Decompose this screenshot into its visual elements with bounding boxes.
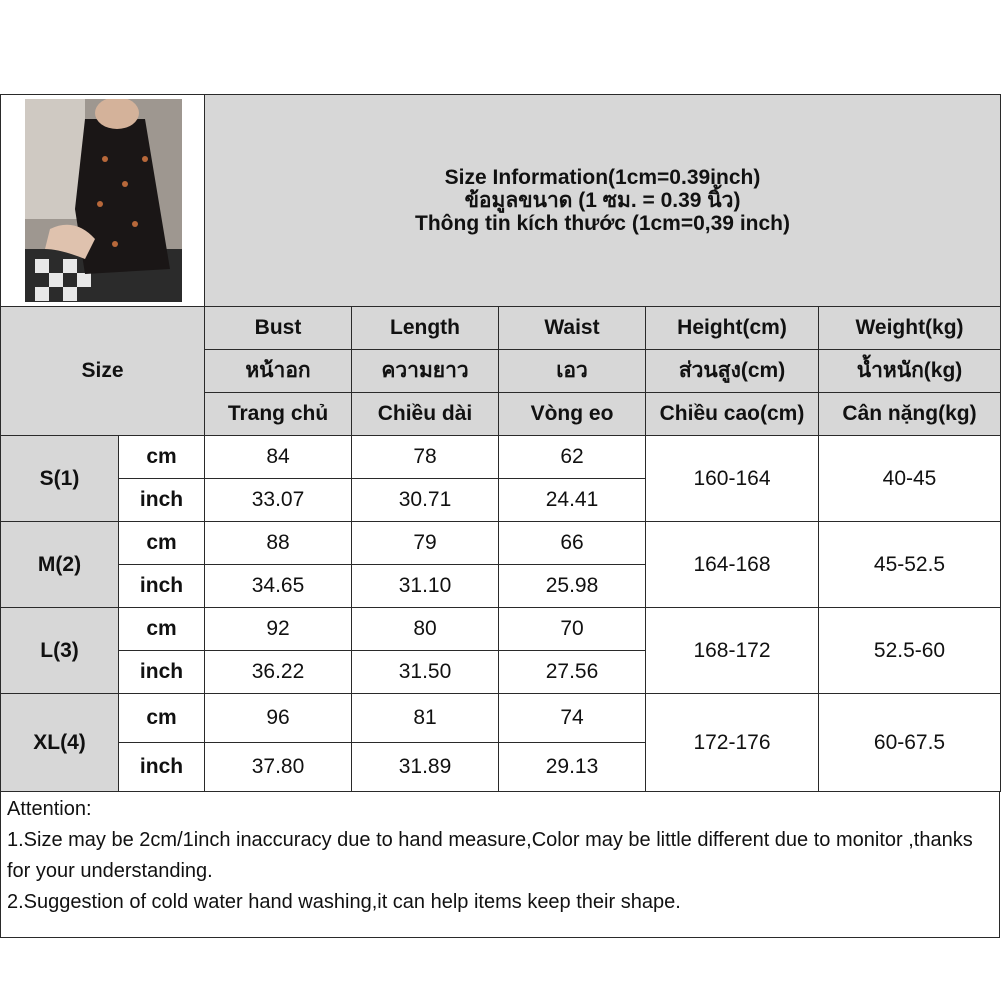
waist-header-th: เอว xyxy=(499,350,646,393)
length-inch-value: 31.10 xyxy=(352,565,499,608)
bust-inch-value: 37.80 xyxy=(205,743,352,792)
unit-label: inch xyxy=(119,565,205,608)
length-cm-value: 78 xyxy=(352,436,499,479)
bust-inch-value: 36.22 xyxy=(205,651,352,694)
height-header-vi: Chiều cao(cm) xyxy=(646,393,819,436)
height-header-th: ส่วนสูง(cm) xyxy=(646,350,819,393)
product-photo-cell xyxy=(1,95,205,307)
height-value: 168-172 xyxy=(646,608,819,694)
length-inch-value: 31.50 xyxy=(352,651,499,694)
height-header-en: Height(cm) xyxy=(646,307,819,350)
height-value: 160-164 xyxy=(646,436,819,522)
table-row xyxy=(1,694,1001,743)
unit-label: inch xyxy=(119,479,205,522)
unit-label: cm xyxy=(119,522,205,565)
bust-inch-value: 33.07 xyxy=(205,479,352,522)
table-row xyxy=(1,522,1001,565)
length-inch-value: 30.71 xyxy=(352,479,499,522)
bust-inch-value: 34.65 xyxy=(205,565,352,608)
bust-header-en: Bust xyxy=(205,307,352,350)
attention-heading: Attention: xyxy=(7,798,92,820)
waist-inch-value: 24.41 xyxy=(499,479,646,522)
unit-label: cm xyxy=(119,694,205,743)
unit-label: cm xyxy=(119,608,205,651)
waist-inch-value: 27.56 xyxy=(499,651,646,694)
size-column-header: Size xyxy=(1,307,205,436)
length-header-en: Length xyxy=(352,307,499,350)
waist-header-en: Waist xyxy=(499,307,646,350)
length-header-vi: Chiều dài xyxy=(352,393,499,436)
size-chart xyxy=(0,94,1000,938)
height-value: 172-176 xyxy=(646,694,819,792)
bust-cm-value: 84 xyxy=(205,436,352,479)
length-cm-value: 80 xyxy=(352,608,499,651)
height-value: 164-168 xyxy=(646,522,819,608)
note-item: 2.Suggestion of cold water hand washing,it can help items keep their shape. xyxy=(7,891,681,913)
note-item: 1.Size may be 2cm/1inch inaccuracy due to hand measure,Color may be little different due to monitor ,thanks for your understanding. xyxy=(7,829,973,882)
size-label-l: L(3) xyxy=(1,608,119,694)
bust-header-th: หน้าอก xyxy=(205,350,352,393)
attention-notes xyxy=(0,792,1000,938)
waist-inch-value: 29.13 xyxy=(499,743,646,792)
waist-inch-value: 25.98 xyxy=(499,565,646,608)
title-line-th: ข้อมูลขนาด (1 ซม. = 0.39 นิ้ว) xyxy=(464,188,741,212)
length-cm-value: 81 xyxy=(352,694,499,743)
weight-value: 52.5-60 xyxy=(819,608,1001,694)
weight-value: 40-45 xyxy=(819,436,1001,522)
length-cm-value: 79 xyxy=(352,522,499,565)
length-inch-value: 31.89 xyxy=(352,743,499,792)
size-label-xl: XL(4) xyxy=(1,694,119,792)
bust-cm-value: 88 xyxy=(205,522,352,565)
waist-header-vi: Vòng eo xyxy=(499,393,646,436)
unit-label: inch xyxy=(119,651,205,694)
dress-model-image xyxy=(25,99,182,302)
table-row xyxy=(1,436,1001,479)
bust-cm-value: 96 xyxy=(205,694,352,743)
weight-header-en: Weight(kg) xyxy=(819,307,1001,350)
size-label-s: S(1) xyxy=(1,436,119,522)
product-photo xyxy=(25,99,182,302)
size-info-title xyxy=(205,95,1001,307)
weight-header-vi: Cân nặng(kg) xyxy=(819,393,1001,436)
weight-value: 60-67.5 xyxy=(819,694,1001,792)
weight-header-th: น้ำหนัก(kg) xyxy=(819,350,1001,393)
unit-label: inch xyxy=(119,743,205,792)
title-line-en: Size Information(1cm=0.39inch) xyxy=(444,165,761,189)
weight-value: 45-52.5 xyxy=(819,522,1001,608)
unit-label: cm xyxy=(119,436,205,479)
length-header-th: ความยาว xyxy=(352,350,499,393)
table-row xyxy=(1,608,1001,651)
waist-cm-value: 70 xyxy=(499,608,646,651)
bust-cm-value: 92 xyxy=(205,608,352,651)
title-line-vi: Thông tin kích thước (1cm=0,39 inch) xyxy=(415,212,790,236)
waist-cm-value: 62 xyxy=(499,436,646,479)
bust-header-vi: Trang chủ xyxy=(205,393,352,436)
size-table xyxy=(0,94,1001,792)
waist-cm-value: 74 xyxy=(499,694,646,743)
waist-cm-value: 66 xyxy=(499,522,646,565)
size-label-m: M(2) xyxy=(1,522,119,608)
